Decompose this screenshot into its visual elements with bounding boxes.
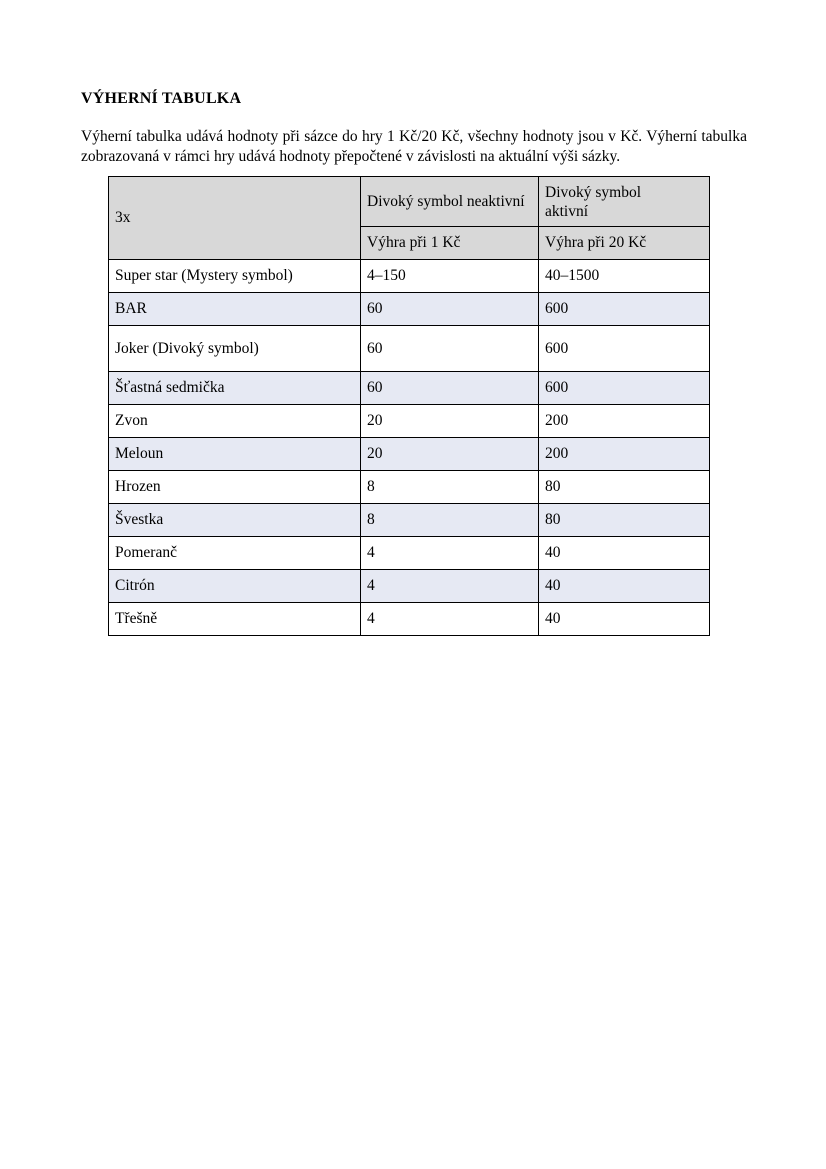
win-1kc-cell: 60 bbox=[361, 372, 539, 405]
paytable bbox=[108, 176, 710, 636]
win-20kc-cell: 80 bbox=[539, 504, 710, 537]
win-20kc-cell: 200 bbox=[539, 405, 710, 438]
win-20kc-cell: 80 bbox=[539, 471, 710, 504]
table-row bbox=[109, 326, 710, 372]
win-20kc-cell: 40 bbox=[539, 603, 710, 636]
win-20kc-cell: 40 bbox=[539, 570, 710, 603]
win-1kc-cell: 8 bbox=[361, 471, 539, 504]
table-row bbox=[109, 471, 710, 504]
table-row bbox=[109, 405, 710, 438]
page-title: VÝHERNÍ TABULKA bbox=[81, 89, 242, 107]
symbol-cell: Šťastná sedmička bbox=[109, 372, 361, 405]
win-1kc-cell: 60 bbox=[361, 326, 539, 372]
paytable-header bbox=[109, 177, 710, 260]
win-1kc-cell: 4 bbox=[361, 603, 539, 636]
symbol-cell: Zvon bbox=[109, 405, 361, 438]
symbol-cell: Super star (Mystery symbol) bbox=[109, 260, 361, 293]
table-row bbox=[109, 570, 710, 603]
symbol-cell: Citrón bbox=[109, 570, 361, 603]
paytable-body bbox=[109, 260, 710, 636]
header-group-row bbox=[109, 177, 710, 227]
win-20kc-cell: 40–1500 bbox=[539, 260, 710, 293]
win-20kc-cell: 600 bbox=[539, 372, 710, 405]
win-20kc-cell: 200 bbox=[539, 438, 710, 471]
symbol-cell: Meloun bbox=[109, 438, 361, 471]
corner-cell-3x: 3x bbox=[109, 177, 361, 260]
group-header-wild-inactive: Divoký symbol neaktivní bbox=[361, 177, 539, 227]
win-20kc-cell: 600 bbox=[539, 326, 710, 372]
symbol-cell: BAR bbox=[109, 293, 361, 326]
table-row bbox=[109, 603, 710, 636]
symbol-cell: Hrozen bbox=[109, 471, 361, 504]
subheader-win-1kc: Výhra při 1 Kč bbox=[361, 227, 539, 260]
symbol-cell: Joker (Divoký symbol) bbox=[109, 326, 361, 372]
win-20kc-cell: 40 bbox=[539, 537, 710, 570]
table-row bbox=[109, 504, 710, 537]
table-row bbox=[109, 372, 710, 405]
subheader-win-20kc: Výhra při 20 Kč bbox=[539, 227, 710, 260]
table-row bbox=[109, 537, 710, 570]
win-1kc-cell: 20 bbox=[361, 405, 539, 438]
win-1kc-cell: 20 bbox=[361, 438, 539, 471]
win-20kc-cell: 600 bbox=[539, 293, 710, 326]
symbol-cell: Švestka bbox=[109, 504, 361, 537]
group-header-wild-active: Divoký symbol aktivní bbox=[539, 177, 710, 227]
win-1kc-cell: 8 bbox=[361, 504, 539, 537]
win-1kc-cell: 60 bbox=[361, 293, 539, 326]
win-1kc-cell: 4–150 bbox=[361, 260, 539, 293]
symbol-cell: Třešně bbox=[109, 603, 361, 636]
table-row bbox=[109, 293, 710, 326]
win-1kc-cell: 4 bbox=[361, 570, 539, 603]
table-row bbox=[109, 438, 710, 471]
symbol-cell: Pomeranč bbox=[109, 537, 361, 570]
intro-paragraph: Výherní tabulka udává hodnoty při sázce do hry 1 Kč/20 Kč, všechny hodnoty jsou v Kč. Výherní tabulka zobrazovaná v rámci hry udává hodnoty přepočtené v závislosti na aktuální výši sázky. bbox=[81, 127, 747, 165]
table-row bbox=[109, 260, 710, 293]
win-1kc-cell: 4 bbox=[361, 537, 539, 570]
